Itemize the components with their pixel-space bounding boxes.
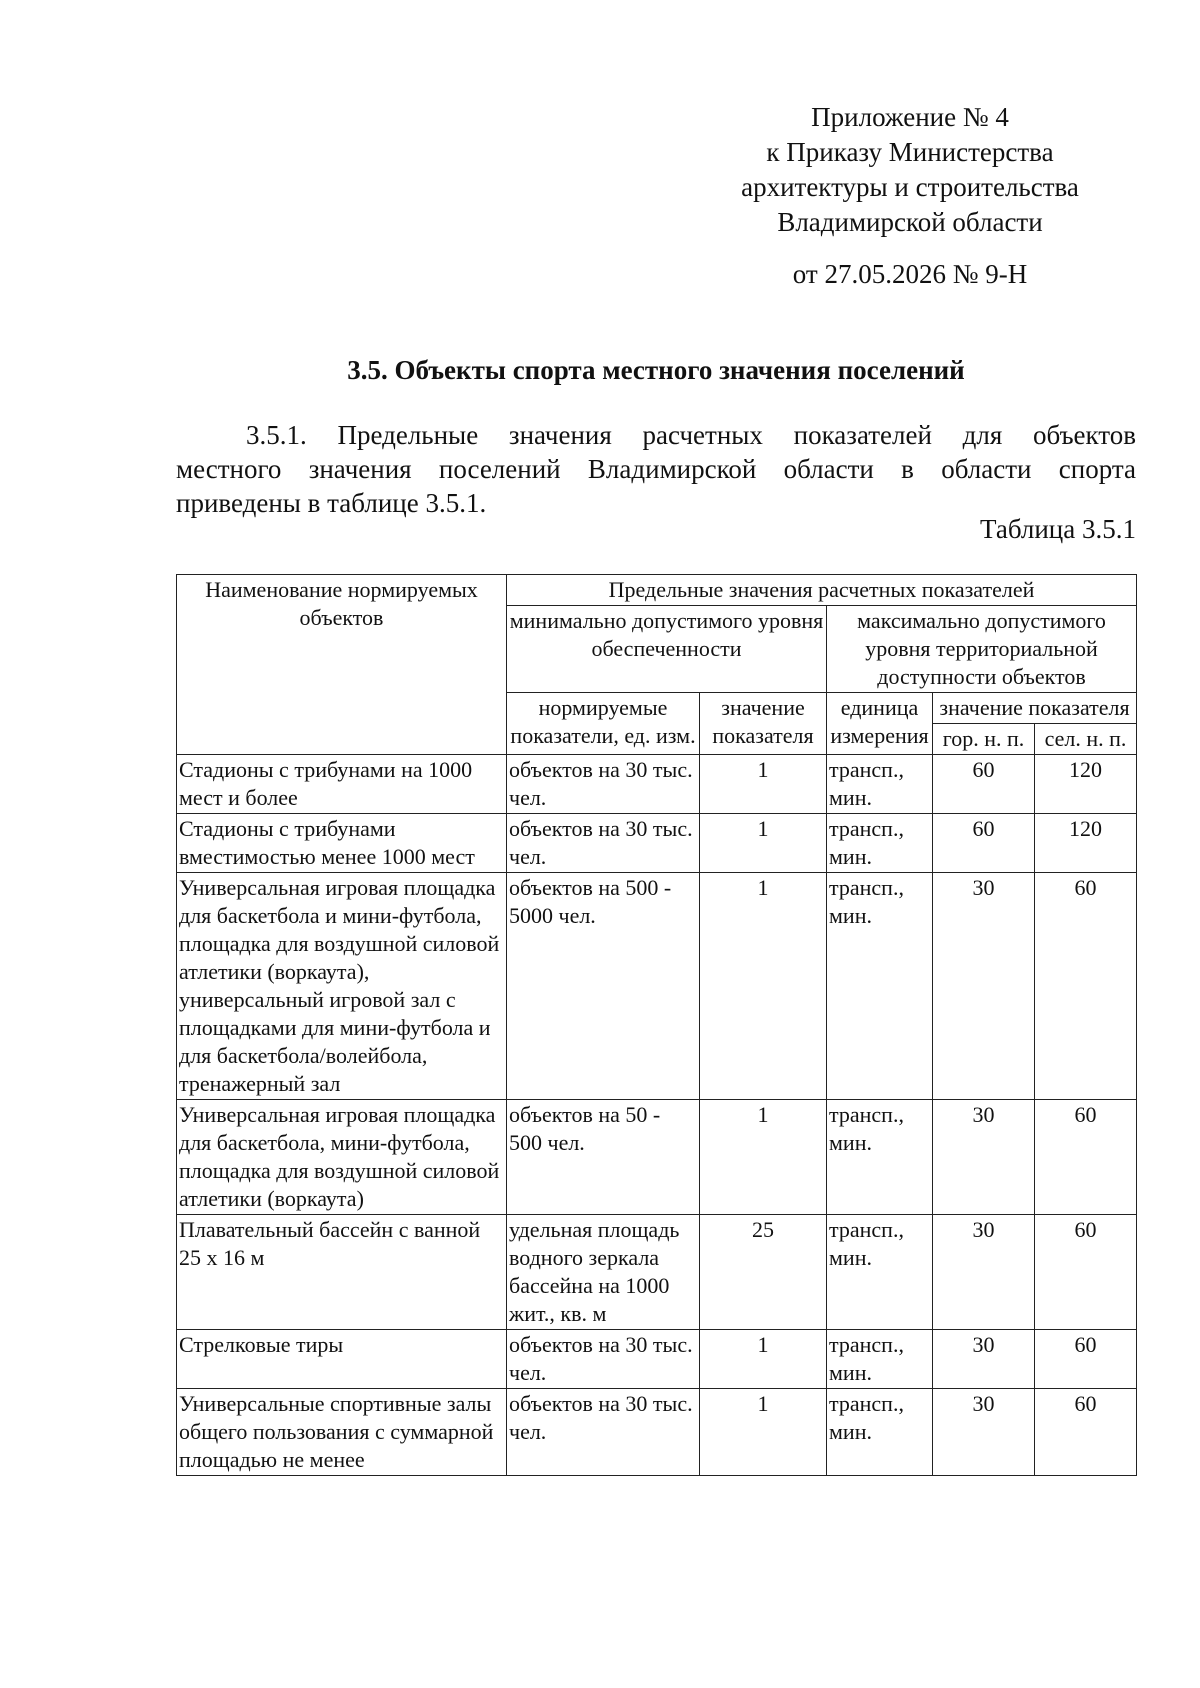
indicator-cell: объектов на 30 тыс. чел. bbox=[507, 1330, 700, 1389]
header-rural: сел. н. п. bbox=[1035, 724, 1137, 755]
word: поселений bbox=[438, 454, 561, 484]
paragraph-line bbox=[176, 418, 1136, 452]
header-urban: гор. н. п. bbox=[933, 724, 1035, 755]
word: для bbox=[962, 420, 1003, 450]
object-name-cell: Стадионы с трибунами на 1000 мест и более bbox=[177, 755, 507, 814]
unit-cell: трансп., мин. bbox=[827, 1330, 933, 1389]
table-row bbox=[177, 814, 1137, 873]
urban-cell: 30 bbox=[933, 1100, 1035, 1215]
unit-cell: трансп., мин. bbox=[827, 814, 933, 873]
paragraph-line bbox=[176, 452, 1136, 486]
rural-cell: 60 bbox=[1035, 1100, 1137, 1215]
appendix-header bbox=[700, 100, 1120, 240]
value-cell: 25 bbox=[700, 1215, 827, 1330]
value-cell: 1 bbox=[700, 1389, 827, 1476]
object-name-cell: Плавательный бассейн с ванной 25 х 16 м bbox=[177, 1215, 507, 1330]
word: 3.5.1. bbox=[246, 420, 307, 450]
indicator-cell: объектов на 30 тыс. чел. bbox=[507, 755, 700, 814]
table-row bbox=[177, 1389, 1137, 1476]
header-name-column: Наименование нормируемых объектов bbox=[177, 575, 507, 755]
header-indicator-value: значение показателя bbox=[700, 693, 827, 755]
urban-cell: 30 bbox=[933, 873, 1035, 1100]
word: объектов bbox=[1033, 420, 1136, 450]
header-norm-indicators: нормируемые показатели, ед. изм. bbox=[507, 693, 700, 755]
word: расчетных bbox=[642, 420, 763, 450]
header-max-group: максимально допустимого уровня территориальной доступности объектов bbox=[827, 606, 1137, 693]
object-name-cell: Универсальная игровая площадка для баскетбола и мини-футбола, площадка для воздушной силовой атлетики (воркаута), универсальный игровой зал с площадками для мини-футбола и для баскетбола/волейбола, тренажерный зал bbox=[177, 873, 507, 1100]
intro-paragraph bbox=[176, 418, 1136, 520]
rural-cell: 60 bbox=[1035, 1330, 1137, 1389]
value-cell: 1 bbox=[700, 873, 827, 1100]
rural-cell: 120 bbox=[1035, 755, 1137, 814]
indicator-cell: объектов на 500 - 5000 чел. bbox=[507, 873, 700, 1100]
norms-table bbox=[176, 574, 1137, 1476]
word: местного bbox=[176, 454, 282, 484]
word: показателей bbox=[793, 420, 932, 450]
appendix-line: к Приказу Министерства bbox=[766, 137, 1054, 167]
object-name-cell: Стадионы с трибунами вместимостью менее 1000 мест bbox=[177, 814, 507, 873]
indicator-cell: объектов на 30 тыс. чел. bbox=[507, 1389, 700, 1476]
object-name-cell: Универсальные спортивные залы общего пользования с суммарной площадью не менее bbox=[177, 1389, 507, 1476]
word: значения bbox=[508, 420, 612, 450]
table-row bbox=[177, 1330, 1137, 1389]
word: спорта bbox=[1058, 454, 1136, 484]
word: Предельные bbox=[337, 420, 479, 450]
word: Владимирской bbox=[587, 454, 757, 484]
header-row bbox=[177, 575, 1137, 606]
rural-cell: 120 bbox=[1035, 814, 1137, 873]
indicator-cell: удельная площадь водного зеркала бассейна на 1000 жит., кв. м bbox=[507, 1215, 700, 1330]
word: значения bbox=[308, 454, 412, 484]
value-cell: 1 bbox=[700, 755, 827, 814]
urban-cell: 60 bbox=[933, 814, 1035, 873]
word: области bbox=[941, 454, 1032, 484]
unit-cell: трансп., мин. bbox=[827, 1100, 933, 1215]
object-name-cell: Стрелковые тиры bbox=[177, 1330, 507, 1389]
urban-cell: 30 bbox=[933, 1215, 1035, 1330]
rural-cell: 60 bbox=[1035, 1215, 1137, 1330]
appendix-line: архитектуры и строительства bbox=[741, 172, 1079, 202]
value-cell: 1 bbox=[700, 814, 827, 873]
urban-cell: 60 bbox=[933, 755, 1035, 814]
value-cell: 1 bbox=[700, 1330, 827, 1389]
table-row bbox=[177, 755, 1137, 814]
word: области bbox=[783, 454, 874, 484]
indicator-cell: объектов на 50 - 500 чел. bbox=[507, 1100, 700, 1215]
header-min-group: минимально допустимого уровня обеспеченности bbox=[507, 606, 827, 693]
order-date: от 27.05.2026 № 9-Н bbox=[792, 259, 1028, 289]
appendix-line: Приложение № 4 bbox=[811, 102, 1009, 132]
object-name-cell: Универсальная игровая площадка для баскетбола, мини-футбола, площадка для воздушной силовой атлетики (воркаута) bbox=[177, 1100, 507, 1215]
table-row bbox=[177, 1215, 1137, 1330]
unit-cell: трансп., мин. bbox=[827, 873, 933, 1100]
unit-cell: трансп., мин. bbox=[827, 1215, 933, 1330]
section-title: 3.5. Объекты спорта местного значения поселений bbox=[347, 355, 965, 385]
unit-cell: трансп., мин. bbox=[827, 1389, 933, 1476]
table-row bbox=[177, 873, 1137, 1100]
header-value: значение показателя bbox=[933, 693, 1137, 724]
appendix-line: Владимирской области bbox=[777, 207, 1043, 237]
rural-cell: 60 bbox=[1035, 873, 1137, 1100]
table-caption: Таблица 3.5.1 bbox=[980, 514, 1136, 544]
table-row bbox=[177, 1100, 1137, 1215]
paragraph-line-text: приведены в таблице 3.5.1. bbox=[176, 488, 487, 518]
urban-cell: 30 bbox=[933, 1330, 1035, 1389]
header-limits: Предельные значения расчетных показателей bbox=[507, 575, 1137, 606]
word: в bbox=[901, 454, 914, 484]
value-cell: 1 bbox=[700, 1100, 827, 1215]
urban-cell: 30 bbox=[933, 1389, 1035, 1476]
unit-cell: трансп., мин. bbox=[827, 755, 933, 814]
rural-cell: 60 bbox=[1035, 1389, 1137, 1476]
indicator-cell: объектов на 30 тыс. чел. bbox=[507, 814, 700, 873]
header-unit: единица измерения bbox=[827, 693, 933, 755]
